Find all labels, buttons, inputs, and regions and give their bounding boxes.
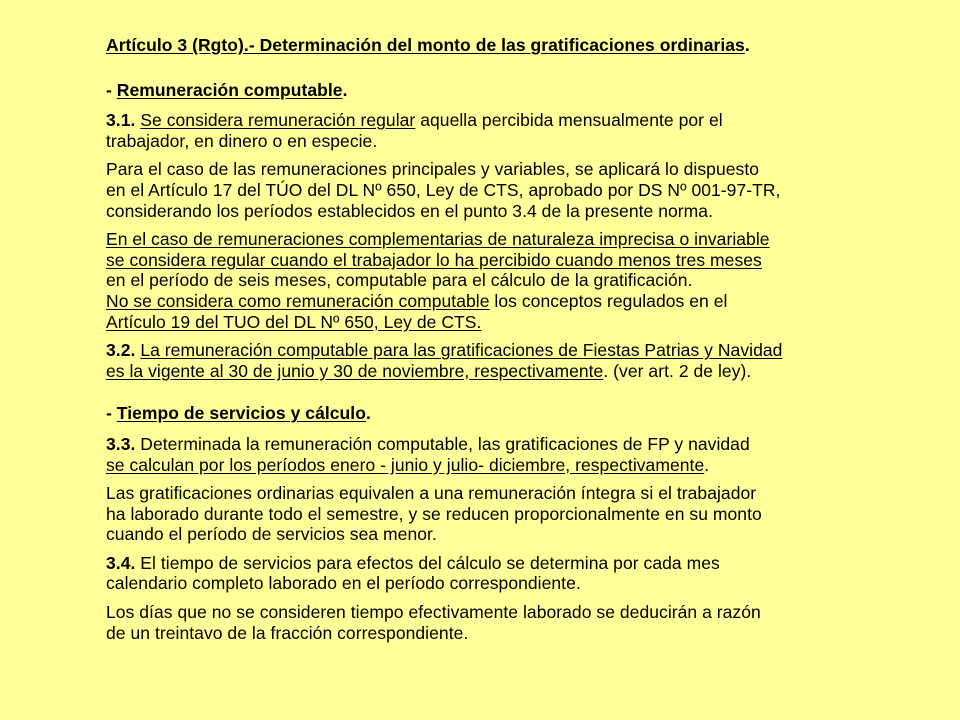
slide-content [106,35,946,643]
paragraph-text: aquella percibida mensualmente por el [415,110,723,131]
paragraph-3-1 [106,110,946,151]
paragraph-3-3 [106,434,946,475]
paragraph-number: 3.3. [106,433,136,454]
paragraph-line: Las gratificaciones ordinarias equivalen a una remuneración íntegra si el trabajador [106,483,757,504]
paragraph-line: trabajador, en dinero o en especie. [106,130,378,151]
underlined-line: Artículo 19 del TUO del DL Nº 650, Ley de CTS. [106,311,482,332]
underlined-line: se considera regular cuando el trabajador lo ha percibido cuando menos tres meses [106,249,762,270]
paragraph-3-1-complementarias [106,229,946,332]
section-heading-tiempo [106,403,946,424]
article-title-text: Artículo 3 (Rgto).- Determinación del monto de las gratificaciones ordinarias [106,35,745,55]
paragraph-text: El tiempo de servicios para efectos del cálculo se determina por cada mes [135,552,720,573]
paragraph-text: . [704,454,710,475]
paragraph-line: en el período de seis meses, computable para el cálculo de la gratificación. [106,270,693,291]
article-title [106,35,946,56]
paragraph-line [106,434,946,455]
paragraph-text: Determinada la remuneración computable, las gratificaciones de FP y navidad [135,433,750,454]
section-prefix: - [106,403,117,424]
paragraph-line: en el Artículo 17 del TÚO del DL Nº 650, Ley de CTS, aprobado por DS Nº 001-97-TR, [106,179,781,200]
paragraph-line: Para el caso de las remuneraciones principales y variables, se aplicará lo dispuesto [106,159,760,180]
paragraph-line: de un treintavo de la fracción correspondiente. [106,622,469,643]
section-heading-text: Tiempo de servicios y cálculo [116,403,366,424]
underlined-line: En el caso de remuneraciones complementarias de naturaleza imprecisa o invariable [106,229,770,250]
paragraph-line [106,291,946,312]
underlined-phrase: No se considera como remuneración computable [106,290,490,311]
paragraph-number: 3.2. [106,340,136,361]
paragraph-3-4 [106,553,946,594]
paragraph-line [106,340,946,361]
paragraph-number: 3.1. [106,110,136,131]
paragraph-number: 3.4. [106,552,136,573]
paragraph-line: calendario completo laborado en el período correspondiente. [106,573,581,594]
paragraph-3-4-dias [106,602,946,643]
paragraph-text: los conceptos regulados en el [489,290,728,311]
underlined-phrase: La remuneración computable para las gratificaciones de Fiestas Patrias y Navidad [140,340,783,361]
section-heading-text: Remuneración computable [116,79,343,100]
section-prefix: - [106,79,117,100]
paragraph-line: Los días que no se consideren tiempo efectivamente laborado se deducirán a razón [106,602,761,623]
section-heading-period: . [365,403,371,424]
paragraph-line [106,361,946,382]
article-title-period: . [744,35,750,55]
paragraph-text: . (ver art. 2 de ley). [603,360,752,381]
paragraph-line [106,553,946,574]
underlined-phrase: se calculan por los períodos enero - junio y julio- diciembre, respectivamente [106,454,705,475]
paragraph-line: cuando el período de servicios sea menor. [106,524,437,545]
paragraph-3-3-integra [106,483,946,545]
paragraph-line [106,455,946,476]
section-heading-period: . [342,79,348,100]
section-heading-remuneracion [106,80,946,101]
paragraph-3-1-variables [106,159,946,221]
paragraph-line [106,110,946,131]
underlined-phrase: es la vigente al 30 de junio y 30 de noviembre, respectivamente [106,360,604,381]
paragraph-line: ha laborado durante todo el semestre, y se reducen proporcionalmente en su monto [106,503,762,524]
underlined-phrase: Se considera remuneración regular [140,110,416,131]
paragraph-3-2 [106,340,946,381]
paragraph-line: considerando los períodos establecidos en el punto 3.4 de la presente norma. [106,200,713,221]
